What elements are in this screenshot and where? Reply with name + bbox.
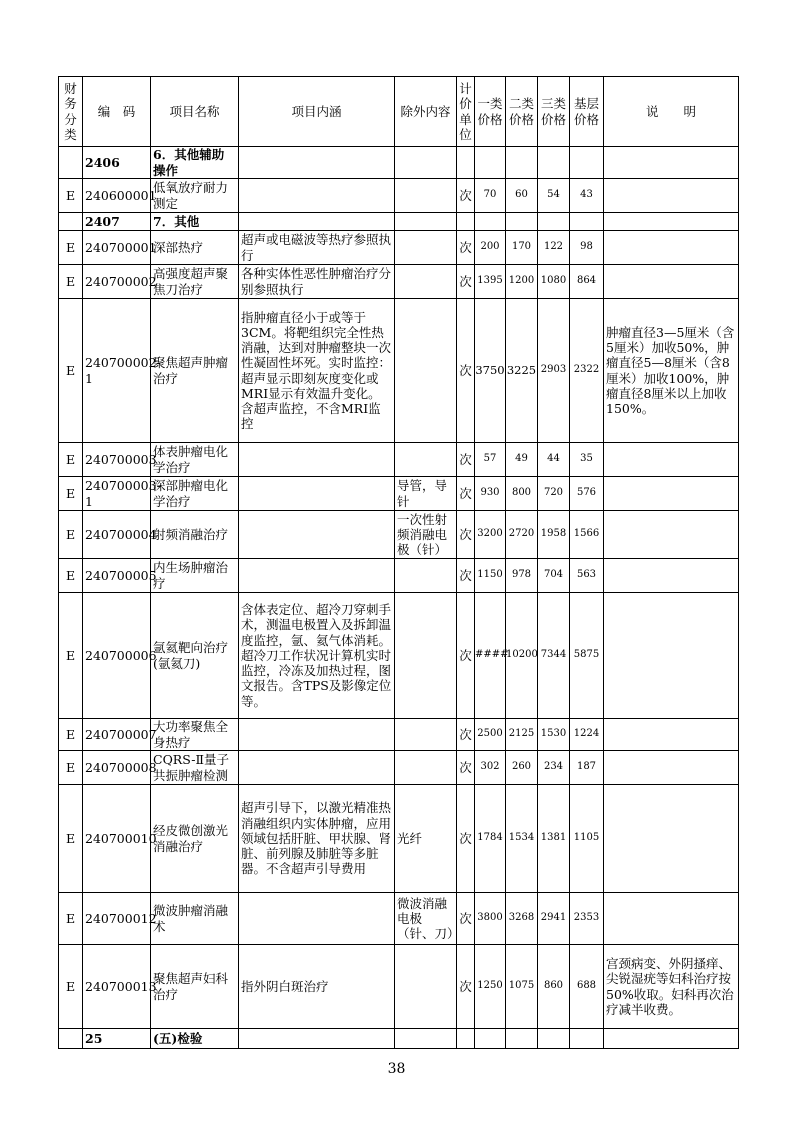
code-cell: 240600001: [83, 179, 151, 213]
notes-cell: [604, 265, 739, 299]
table-row: [59, 511, 739, 559]
category-cell: E: [59, 751, 83, 785]
item-content-cell: 各种实体性恶性肿瘤治疗分别参照执行: [239, 265, 395, 299]
exclusions-cell: [395, 719, 457, 751]
notes-cell: [604, 511, 739, 559]
price-class-3-cell: 860: [538, 945, 570, 1029]
header-price-basic: 基层价格: [570, 77, 604, 147]
item-name-cell: (五)检验: [151, 1029, 239, 1049]
price-class-3-cell: 2903: [538, 299, 570, 443]
category-cell: E: [59, 477, 83, 511]
price-class-3-cell: 1381: [538, 785, 570, 893]
section-row: [59, 213, 739, 231]
price-basic-cell: 576: [570, 477, 604, 511]
table-row: [59, 593, 739, 719]
item-name-cell: 聚焦超声妇科治疗: [151, 945, 239, 1029]
price-class-2-cell: 3225: [506, 299, 538, 443]
header-item-content: 项目内涵: [239, 77, 395, 147]
category-cell: E: [59, 299, 83, 443]
code-cell: 240700002-1: [83, 299, 151, 443]
table-row: [59, 231, 739, 265]
unit-cell: 次: [457, 299, 475, 443]
item-name-cell: 内生场肿瘤治疗: [151, 559, 239, 593]
code-cell: 2406: [83, 147, 151, 179]
item-content-cell: 指外阴白斑治疗: [239, 945, 395, 1029]
item-name-cell: 深部热疗: [151, 231, 239, 265]
item-name-cell: 微波肿瘤消融术: [151, 893, 239, 945]
unit-cell: 次: [457, 511, 475, 559]
price-class-2-cell: 1075: [506, 945, 538, 1029]
exclusions-cell: [395, 443, 457, 477]
code-cell: 240700012: [83, 893, 151, 945]
category-cell: E: [59, 231, 83, 265]
item-content-cell: [239, 477, 395, 511]
table-row: [59, 299, 739, 443]
header-item-name: 项目名称: [151, 77, 239, 147]
price-class-1-cell: 3800: [475, 893, 506, 945]
code-cell: 2407: [83, 213, 151, 231]
price-class-3-cell: 720: [538, 477, 570, 511]
unit-cell: 次: [457, 477, 475, 511]
header-price-class-1: 一类价格: [475, 77, 506, 147]
price-class-1-cell: 200: [475, 231, 506, 265]
table-row: [59, 751, 739, 785]
notes-cell: [604, 719, 739, 751]
price-class-2-cell: 49: [506, 443, 538, 477]
item-name-cell: 射频消融治疗: [151, 511, 239, 559]
price-class-2-cell: 1534: [506, 785, 538, 893]
price-class-1-cell: 302: [475, 751, 506, 785]
item-content-cell: [239, 511, 395, 559]
notes-cell: [604, 179, 739, 213]
unit-cell: 次: [457, 945, 475, 1029]
price-class-1-cell: 3200: [475, 511, 506, 559]
item-content-cell: [239, 179, 395, 213]
code-cell: 240700006: [83, 593, 151, 719]
unit-cell: 次: [457, 443, 475, 477]
category-cell: E: [59, 511, 83, 559]
unit-cell: 次: [457, 559, 475, 593]
table-row: [59, 785, 739, 893]
header-price-class-2: 二类价格: [506, 77, 538, 147]
exclusions-cell: [395, 945, 457, 1029]
code-cell: 240700010: [83, 785, 151, 893]
unit-cell: 次: [457, 231, 475, 265]
code-cell: 240700013: [83, 945, 151, 1029]
price-class-1-cell: 3750: [475, 299, 506, 443]
price-basic-cell: 688: [570, 945, 604, 1029]
price-basic-cell: 563: [570, 559, 604, 593]
item-content-cell: 超声引导下，以激光精准热消融组织内实体肿瘤，应用领域包括肝脏、甲状腺、肾脏、前列腺及肺脏等多脏器。不含超声引导费用: [239, 785, 395, 893]
fee-schedule-table: [58, 76, 739, 1049]
table-row: [59, 179, 739, 213]
code-cell: 240700001: [83, 231, 151, 265]
notes-cell: [604, 231, 739, 265]
price-class-3-cell: 234: [538, 751, 570, 785]
header-code: 编 码: [83, 77, 151, 147]
header-exclusions: 除外内容: [395, 77, 457, 147]
unit-cell: 次: [457, 593, 475, 719]
item-name-cell: 7．其他: [151, 213, 239, 231]
item-name-cell: 聚焦超声肿瘤治疗: [151, 299, 239, 443]
header-price-class-3: 三类价格: [538, 77, 570, 147]
exclusions-cell: [395, 299, 457, 443]
category-cell: E: [59, 559, 83, 593]
price-basic-cell: 5875: [570, 593, 604, 719]
category-cell: E: [59, 265, 83, 299]
price-class-2-cell: 60: [506, 179, 538, 213]
notes-cell: [604, 477, 739, 511]
price-class-2-cell: 10200: [506, 593, 538, 719]
price-class-2-cell: 800: [506, 477, 538, 511]
price-basic-cell: 1105: [570, 785, 604, 893]
header-unit: 计价单位: [457, 77, 475, 147]
code-cell: 240700008: [83, 751, 151, 785]
price-class-2-cell: 2720: [506, 511, 538, 559]
price-class-2-cell: 260: [506, 751, 538, 785]
item-name-cell: 深部肿瘤电化学治疗: [151, 477, 239, 511]
item-content-cell: [239, 751, 395, 785]
item-name-cell: 体表肿瘤电化学治疗: [151, 443, 239, 477]
unit-cell: 次: [457, 719, 475, 751]
price-class-1-cell: 1250: [475, 945, 506, 1029]
price-basic-cell: 43: [570, 179, 604, 213]
price-class-3-cell: 2941: [538, 893, 570, 945]
exclusions-cell: [395, 265, 457, 299]
unit-cell: 次: [457, 785, 475, 893]
code-cell: 240700002: [83, 265, 151, 299]
code-cell: 240700003: [83, 443, 151, 477]
price-class-2-cell: 1200: [506, 265, 538, 299]
item-content-cell: [239, 893, 395, 945]
exclusions-cell: 一次性射频消融电极（针）: [395, 511, 457, 559]
price-class-1-cell: 57: [475, 443, 506, 477]
category-cell: E: [59, 179, 83, 213]
item-name-cell: 6．其他辅助操作: [151, 147, 239, 179]
table-row: [59, 559, 739, 593]
item-content-cell: 含体表定位、超冷刀穿刺手术，测温电极置入及拆卸温度监控，氩、氦气体消耗。超冷刀工作状况计算机实时监控，冷冻及加热过程，图文报告。含TPS及影像定位等。: [239, 593, 395, 719]
price-class-3-cell: 54: [538, 179, 570, 213]
category-cell: [59, 147, 83, 179]
category-cell: [59, 1029, 83, 1049]
price-class-2-cell: 170: [506, 231, 538, 265]
code-cell: 240700003-1: [83, 477, 151, 511]
notes-cell: [604, 751, 739, 785]
price-class-1-cell: 930: [475, 477, 506, 511]
price-basic-cell: 98: [570, 231, 604, 265]
table-row: [59, 893, 739, 945]
exclusions-cell: [395, 559, 457, 593]
price-basic-cell: 35: [570, 443, 604, 477]
unit-cell: 次: [457, 751, 475, 785]
price-class-3-cell: 7344: [538, 593, 570, 719]
price-class-1-cell: ####: [475, 593, 506, 719]
item-content-cell: 指肿瘤直径小于或等于3CM。将靶组织完全性热消融，达到对肿瘤整块一次性凝固性坏死。实时监控：超声显示即刻灰度变化或MRI显示有效温升变化。含超声监控，不含MRI监控: [239, 299, 395, 443]
item-name-cell: 经皮微创激光消融治疗: [151, 785, 239, 893]
exclusions-cell: 导管，导针: [395, 477, 457, 511]
table-row: [59, 719, 739, 751]
notes-cell: [604, 443, 739, 477]
item-name-cell: 低氧放疗耐力测定: [151, 179, 239, 213]
price-basic-cell: 2322: [570, 299, 604, 443]
exclusions-cell: [395, 231, 457, 265]
unit-cell: 次: [457, 893, 475, 945]
price-class-2-cell: 978: [506, 559, 538, 593]
price-class-1-cell: 1150: [475, 559, 506, 593]
unit-cell: 次: [457, 179, 475, 213]
item-content-cell: [239, 719, 395, 751]
price-basic-cell: 2353: [570, 893, 604, 945]
table-row: [59, 477, 739, 511]
table-row: [59, 265, 739, 299]
exclusions-cell: [395, 179, 457, 213]
notes-cell: 肿瘤直径3—5厘米（含5厘米）加收50%，肿瘤直径5—8厘米（含8厘米）加收100%，肿瘤直径8厘米以上加收150%。: [604, 299, 739, 443]
notes-cell: [604, 559, 739, 593]
category-cell: E: [59, 785, 83, 893]
price-class-3-cell: 44: [538, 443, 570, 477]
notes-cell: [604, 593, 739, 719]
price-class-1-cell: 70: [475, 179, 506, 213]
category-cell: E: [59, 593, 83, 719]
item-content-cell: [239, 559, 395, 593]
price-class-1-cell: 1784: [475, 785, 506, 893]
item-name-cell: 氩氦靶向治疗(氩氦刀): [151, 593, 239, 719]
price-class-1-cell: 1395: [475, 265, 506, 299]
header-category: 财务分类: [59, 77, 83, 147]
notes-cell: [604, 893, 739, 945]
exclusions-cell: 光纤: [395, 785, 457, 893]
section-row: [59, 1029, 739, 1049]
code-cell: 240700005: [83, 559, 151, 593]
price-class-3-cell: 1080: [538, 265, 570, 299]
header-row: [59, 77, 739, 147]
page-number: 38: [387, 1061, 406, 1077]
item-name-cell: 大功率聚焦全身热疗: [151, 719, 239, 751]
item-name-cell: CQRS-Ⅱ量子共振肿瘤检测: [151, 751, 239, 785]
price-class-2-cell: 3268: [506, 893, 538, 945]
notes-cell: 宫颈病变、外阴搔痒、尖锐湿疣等妇科治疗按50%收取。妇科再次治疗减半收费。: [604, 945, 739, 1029]
header-notes: 说 明: [604, 77, 739, 147]
exclusions-cell: [395, 593, 457, 719]
code-cell: 240700007: [83, 719, 151, 751]
price-basic-cell: 864: [570, 265, 604, 299]
unit-cell: 次: [457, 265, 475, 299]
table-row: [59, 443, 739, 477]
price-class-3-cell: 1958: [538, 511, 570, 559]
price-class-2-cell: 2125: [506, 719, 538, 751]
code-cell: 240700004: [83, 511, 151, 559]
price-basic-cell: 1566: [570, 511, 604, 559]
price-class-3-cell: 704: [538, 559, 570, 593]
code-cell: 25: [83, 1029, 151, 1049]
category-cell: E: [59, 719, 83, 751]
item-content-cell: 超声或电磁波等热疗参照执行: [239, 231, 395, 265]
price-class-1-cell: 2500: [475, 719, 506, 751]
category-cell: [59, 213, 83, 231]
exclusions-cell: [395, 751, 457, 785]
notes-cell: [604, 785, 739, 893]
price-class-3-cell: 1530: [538, 719, 570, 751]
category-cell: E: [59, 945, 83, 1029]
section-row: [59, 147, 739, 179]
category-cell: E: [59, 443, 83, 477]
item-content-cell: [239, 443, 395, 477]
exclusions-cell: 微波消融电极（针、刀）: [395, 893, 457, 945]
table-row: [59, 945, 739, 1029]
item-name-cell: 高强度超声聚焦刀治疗: [151, 265, 239, 299]
price-class-3-cell: 122: [538, 231, 570, 265]
price-basic-cell: 187: [570, 751, 604, 785]
price-basic-cell: 1224: [570, 719, 604, 751]
category-cell: E: [59, 893, 83, 945]
